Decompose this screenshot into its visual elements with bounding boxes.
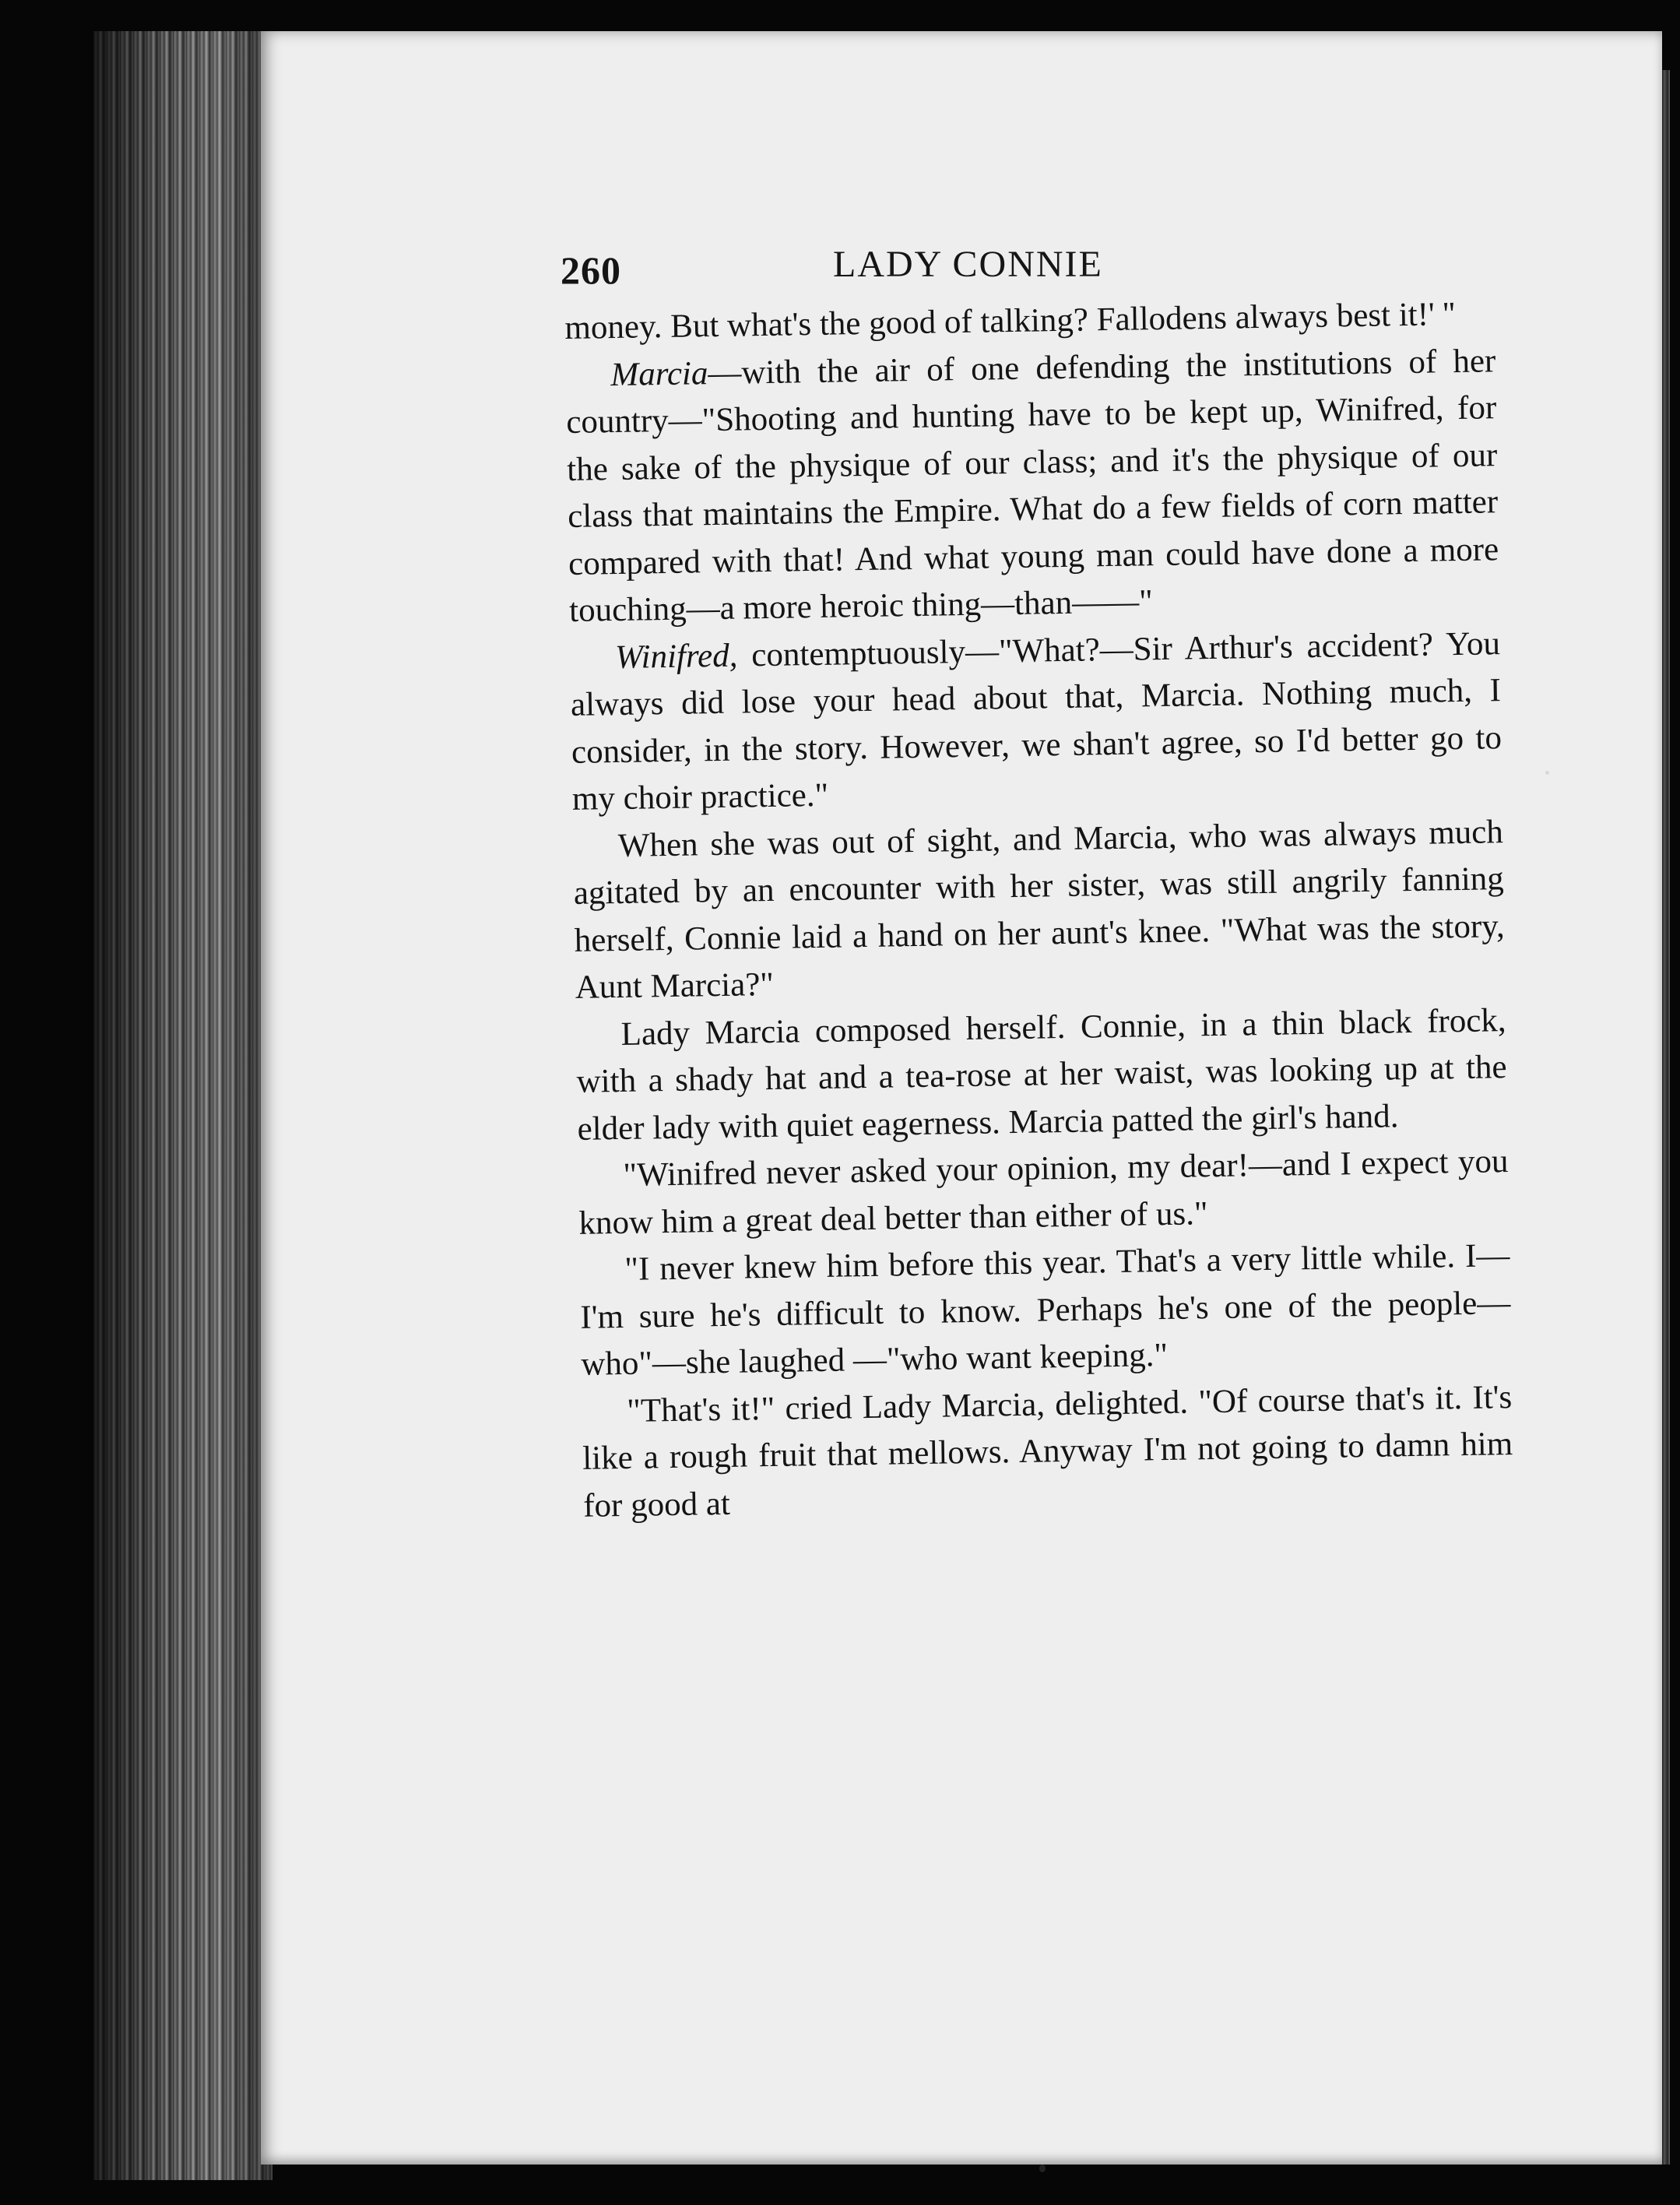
paragraph-text: contemptuously—"What?—Sir Arthur's accident? You always did lose your head about that, Marcia. Nothing much, I consider, in the story. However, we shan't agree, so I'd better go to my choir practice." (570, 624, 1503, 818)
speaker-name: Marcia (610, 354, 708, 393)
paragraph-text: "That's it!" cried Lady Marcia, delighted. "Of course that's it. It's like a rough fruit that mellows. Anyway I'm not going to damn him for good at (582, 1378, 1513, 1525)
paragraph-3 (570, 621, 1503, 824)
paragraph-text: —with the air of one defending the institutions of her country—"Shooting and hunting have to be kept up, Winifred, for the sake of the physique of our class; and it's the physique of our class that maintains the Empire. What do a few fields of corn matter compared with that! And what young man could have done a more touching—a more heroic thing—than——" (565, 342, 1499, 629)
paragraph-2 (565, 338, 1500, 635)
paragraph-6 (578, 1138, 1510, 1247)
paper-speck (1545, 771, 1549, 775)
spine-shadow (93, 31, 272, 2180)
running-head: LADY CONNIE (833, 244, 1103, 285)
paragraph-7 (579, 1233, 1512, 1388)
paragraph-text: "Winifred never asked your opinion, my dear!—and I expect you know him a great deal better than either of us." (578, 1143, 1509, 1242)
paragraph-5 (575, 997, 1508, 1153)
speaker-name: Winifred, (614, 637, 738, 676)
page-number: 260 (561, 248, 621, 292)
paper-speck (1039, 2165, 1046, 2172)
paragraph-text: money. But what's the good of talking? Fallodens always best it!' '' (564, 296, 1456, 346)
body-text (564, 290, 1514, 1530)
paragraph-text: "I never knew him before this year. That's a very little while. I—I'm sure he's difficult to know. Perhaps he's one of the people—who"—she laughed —"who want keeping." (580, 1237, 1511, 1383)
paragraph-8 (582, 1374, 1514, 1530)
paragraph-4 (572, 809, 1506, 1012)
paragraph-text: Lady Marcia composed herself. Connie, in a thin black frock, with a shady hat and a tea-rose at her waist, was looking up at the elder lady with quiet eagerness. Marcia patted the girl's hand. (576, 1001, 1507, 1148)
paragraph-text: When she was out of sight, and Marcia, who was always much agitated by an encounter with her sister, was still angrily fanning herself, Connie laid a hand on her aunt's knee. "What was the story, Aunt Marcia?" (573, 813, 1506, 1006)
